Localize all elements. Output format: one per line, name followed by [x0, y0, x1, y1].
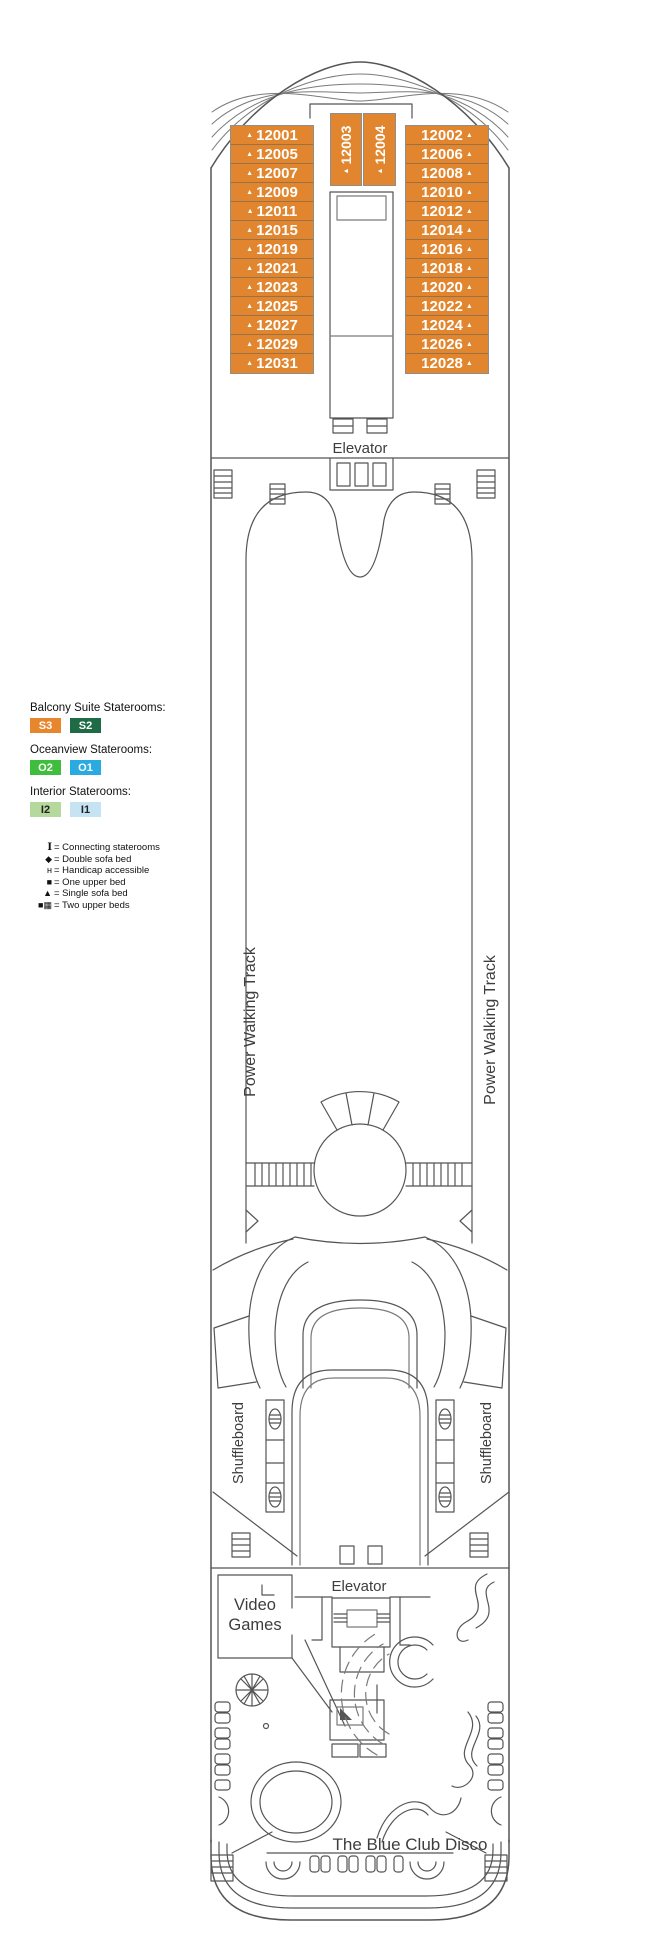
cabin-number: 12022: [421, 297, 463, 315]
cabin-number: ▲ 12004: [371, 125, 388, 174]
cabin-number: 12010: [421, 183, 463, 201]
cabin-number: 12026: [421, 335, 463, 353]
cabin-12005: [231, 145, 313, 164]
cabin-number: 12021: [256, 259, 298, 277]
cabin-12001: [231, 126, 313, 145]
cabin-12020: [406, 278, 488, 297]
legend-badge-row: [30, 718, 200, 733]
legend-symbol-text: = Double sofa bed: [54, 853, 132, 865]
cabin-12018: [406, 259, 488, 278]
cabin-12009: [231, 183, 313, 202]
single-sofa-bed-icon: ▲: [246, 226, 254, 234]
cabin-number: 12015: [256, 221, 298, 239]
category-badge-s3: S3: [30, 718, 61, 733]
video-games-label: [216, 1595, 294, 1635]
cabin-number: 12011: [256, 202, 298, 220]
cabin-12026: [406, 335, 488, 354]
single-sofa-bed-icon: ▲: [465, 321, 473, 329]
cabin-12019: [231, 240, 313, 259]
single-sofa-bed-icon: ▲: [376, 167, 383, 174]
legend-category-title: Interior Staterooms:: [30, 786, 131, 798]
legend-symbol-text: = One upper bed: [54, 876, 126, 888]
single-sofa-bed-icon: ▲: [246, 131, 254, 139]
cabin-number: 12027: [256, 316, 298, 334]
cabin-number: 12019: [256, 240, 298, 258]
legend: [30, 702, 200, 911]
legend-symbol-text: = Connecting staterooms: [54, 842, 160, 853]
category-badge-s2: S2: [70, 718, 101, 733]
cabin-number: 12016: [421, 240, 463, 258]
single-sofa-bed-icon: ▲: [465, 340, 473, 348]
shuffleboard-right-label: Shuffleboard: [479, 1402, 495, 1484]
cabin-12027: [231, 316, 313, 335]
cabin-number: 12001: [256, 126, 298, 144]
single-sofa-bed-icon: ▲: [246, 188, 254, 196]
legend-category-title: Balcony Suite Staterooms:: [30, 702, 166, 714]
cabin-12008: [406, 164, 488, 183]
single-sofa-bed-icon: ▲: [465, 188, 473, 196]
cabin-12022: [406, 297, 488, 316]
legend-badge-row: [30, 760, 200, 775]
legend-symbol-row: [35, 843, 200, 854]
video-games-line1: Video: [234, 1596, 276, 1614]
cabin-12028: [406, 354, 488, 373]
video-games-line2: Games: [228, 1616, 282, 1634]
cabin-number: ▲ 12003: [338, 125, 354, 174]
single-sofa-bed-icon: ▲: [465, 131, 473, 139]
legend-badge-row: [30, 802, 200, 817]
single-sofa-bed-icon: ▲: [465, 360, 473, 367]
single-sofa-bed-icon: ▲: [465, 226, 473, 234]
single-sofa-bed-icon: ▲: [246, 169, 254, 177]
single-sofa-bed-icon: ▲: [246, 321, 254, 329]
cabin-12011: [231, 202, 313, 221]
cabin-12029: [231, 335, 313, 354]
cabin-12012: [406, 202, 488, 221]
legend-category-title: Oceanview Staterooms:: [30, 744, 153, 756]
legend-symbol-row: [35, 877, 200, 889]
cabin-column-right: [405, 125, 489, 374]
cabin-12024: [406, 316, 488, 335]
legend-symbol-text: = Single sofa bed: [54, 888, 128, 899]
category-badge-i2: I2: [30, 802, 61, 817]
cabin-number: 12031: [256, 355, 298, 372]
cabin-number: 12008: [421, 164, 463, 182]
disco-label: The Blue Club Disco: [332, 1835, 488, 1854]
single-sofa-bed-icon: ▲: [465, 169, 473, 177]
single-sofa-bed-icon: ▲: [342, 167, 350, 174]
legend-symbol-glyph: ▲: [43, 888, 52, 898]
cabin-number: 12007: [256, 164, 298, 182]
single-sofa-bed-icon: ▲: [246, 360, 254, 367]
power-walking-track-right-label: Power Walking Track: [482, 955, 499, 1105]
legend-symbol-glyph: ◆: [45, 853, 52, 864]
cabin-number: 12014: [421, 221, 463, 239]
single-sofa-bed-icon: ▲: [465, 150, 473, 158]
single-sofa-bed-icon: ▲: [465, 207, 473, 215]
cabin-number: 12006: [421, 145, 463, 163]
cabin-number: 12025: [256, 297, 298, 315]
category-badge-o1: O1: [70, 760, 101, 775]
legend-symbols: [30, 843, 200, 911]
single-sofa-bed-icon: ▲: [465, 283, 473, 291]
legend-symbol-glyph: ʜ: [47, 865, 52, 875]
legend-symbol-row: [35, 900, 200, 912]
single-sofa-bed-icon: ▲: [465, 245, 473, 253]
category-badge-o2: O2: [30, 760, 61, 775]
elevator-top-label: Elevator: [332, 440, 388, 457]
cabin-column-left: [230, 125, 314, 374]
cabin-12021: [231, 259, 313, 278]
cabin-number: 12018: [421, 259, 463, 277]
cabin-12015: [231, 221, 313, 240]
legend-symbol-row: [35, 865, 200, 877]
shuffleboard-left-label: Shuffleboard: [231, 1402, 247, 1484]
cabin-12010: [406, 183, 488, 202]
cabin-12007: [231, 164, 313, 183]
cabin-number: 12012: [421, 202, 463, 220]
cabin-12014: [406, 221, 488, 240]
single-sofa-bed-icon: ▲: [246, 340, 254, 348]
single-sofa-bed-icon: ▲: [246, 264, 254, 272]
cabin-number: 12028: [421, 355, 463, 372]
legend-symbol-row: [35, 854, 200, 866]
legend-categories: [30, 702, 200, 817]
legend-symbol-row: [35, 888, 200, 900]
legend-symbol-text: = Two upper beds: [54, 899, 130, 911]
single-sofa-bed-icon: ▲: [246, 245, 254, 253]
cabin-number: 12023: [256, 278, 298, 296]
single-sofa-bed-icon: ▲: [246, 207, 254, 215]
cabin-number: 12020: [421, 278, 463, 296]
elevator-bottom-label: Elevator: [331, 1578, 387, 1595]
cabin-12023: [231, 278, 313, 297]
cabin-number: 12009: [256, 183, 298, 201]
legend-symbol-glyph: ■: [46, 876, 52, 887]
cabin-12031: [231, 354, 313, 373]
category-badge-i1: I1: [70, 802, 101, 817]
legend-symbol-text: = Handicap accessible: [54, 865, 150, 876]
legend-symbol-glyph: Ⅰ: [47, 842, 52, 853]
cabin-12002: [406, 126, 488, 145]
cabin-12003: [330, 113, 362, 186]
cabin-12016: [406, 240, 488, 259]
cabin-number: 12005: [256, 145, 298, 163]
cabin-number: 12029: [256, 335, 298, 353]
single-sofa-bed-icon: ▲: [246, 283, 254, 291]
power-walking-track-left-label: Power Walking Track: [242, 947, 259, 1097]
single-sofa-bed-icon: ▲: [246, 150, 254, 158]
cabin-12004: [363, 113, 396, 186]
cabin-number: 12002: [421, 126, 463, 144]
legend-symbol-glyph: ■▦: [38, 899, 52, 910]
cabin-12025: [231, 297, 313, 316]
single-sofa-bed-icon: ▲: [465, 264, 473, 272]
single-sofa-bed-icon: ▲: [465, 302, 473, 310]
cabin-12006: [406, 145, 488, 164]
single-sofa-bed-icon: ▲: [246, 302, 254, 310]
cabin-number: 12024: [421, 316, 463, 334]
